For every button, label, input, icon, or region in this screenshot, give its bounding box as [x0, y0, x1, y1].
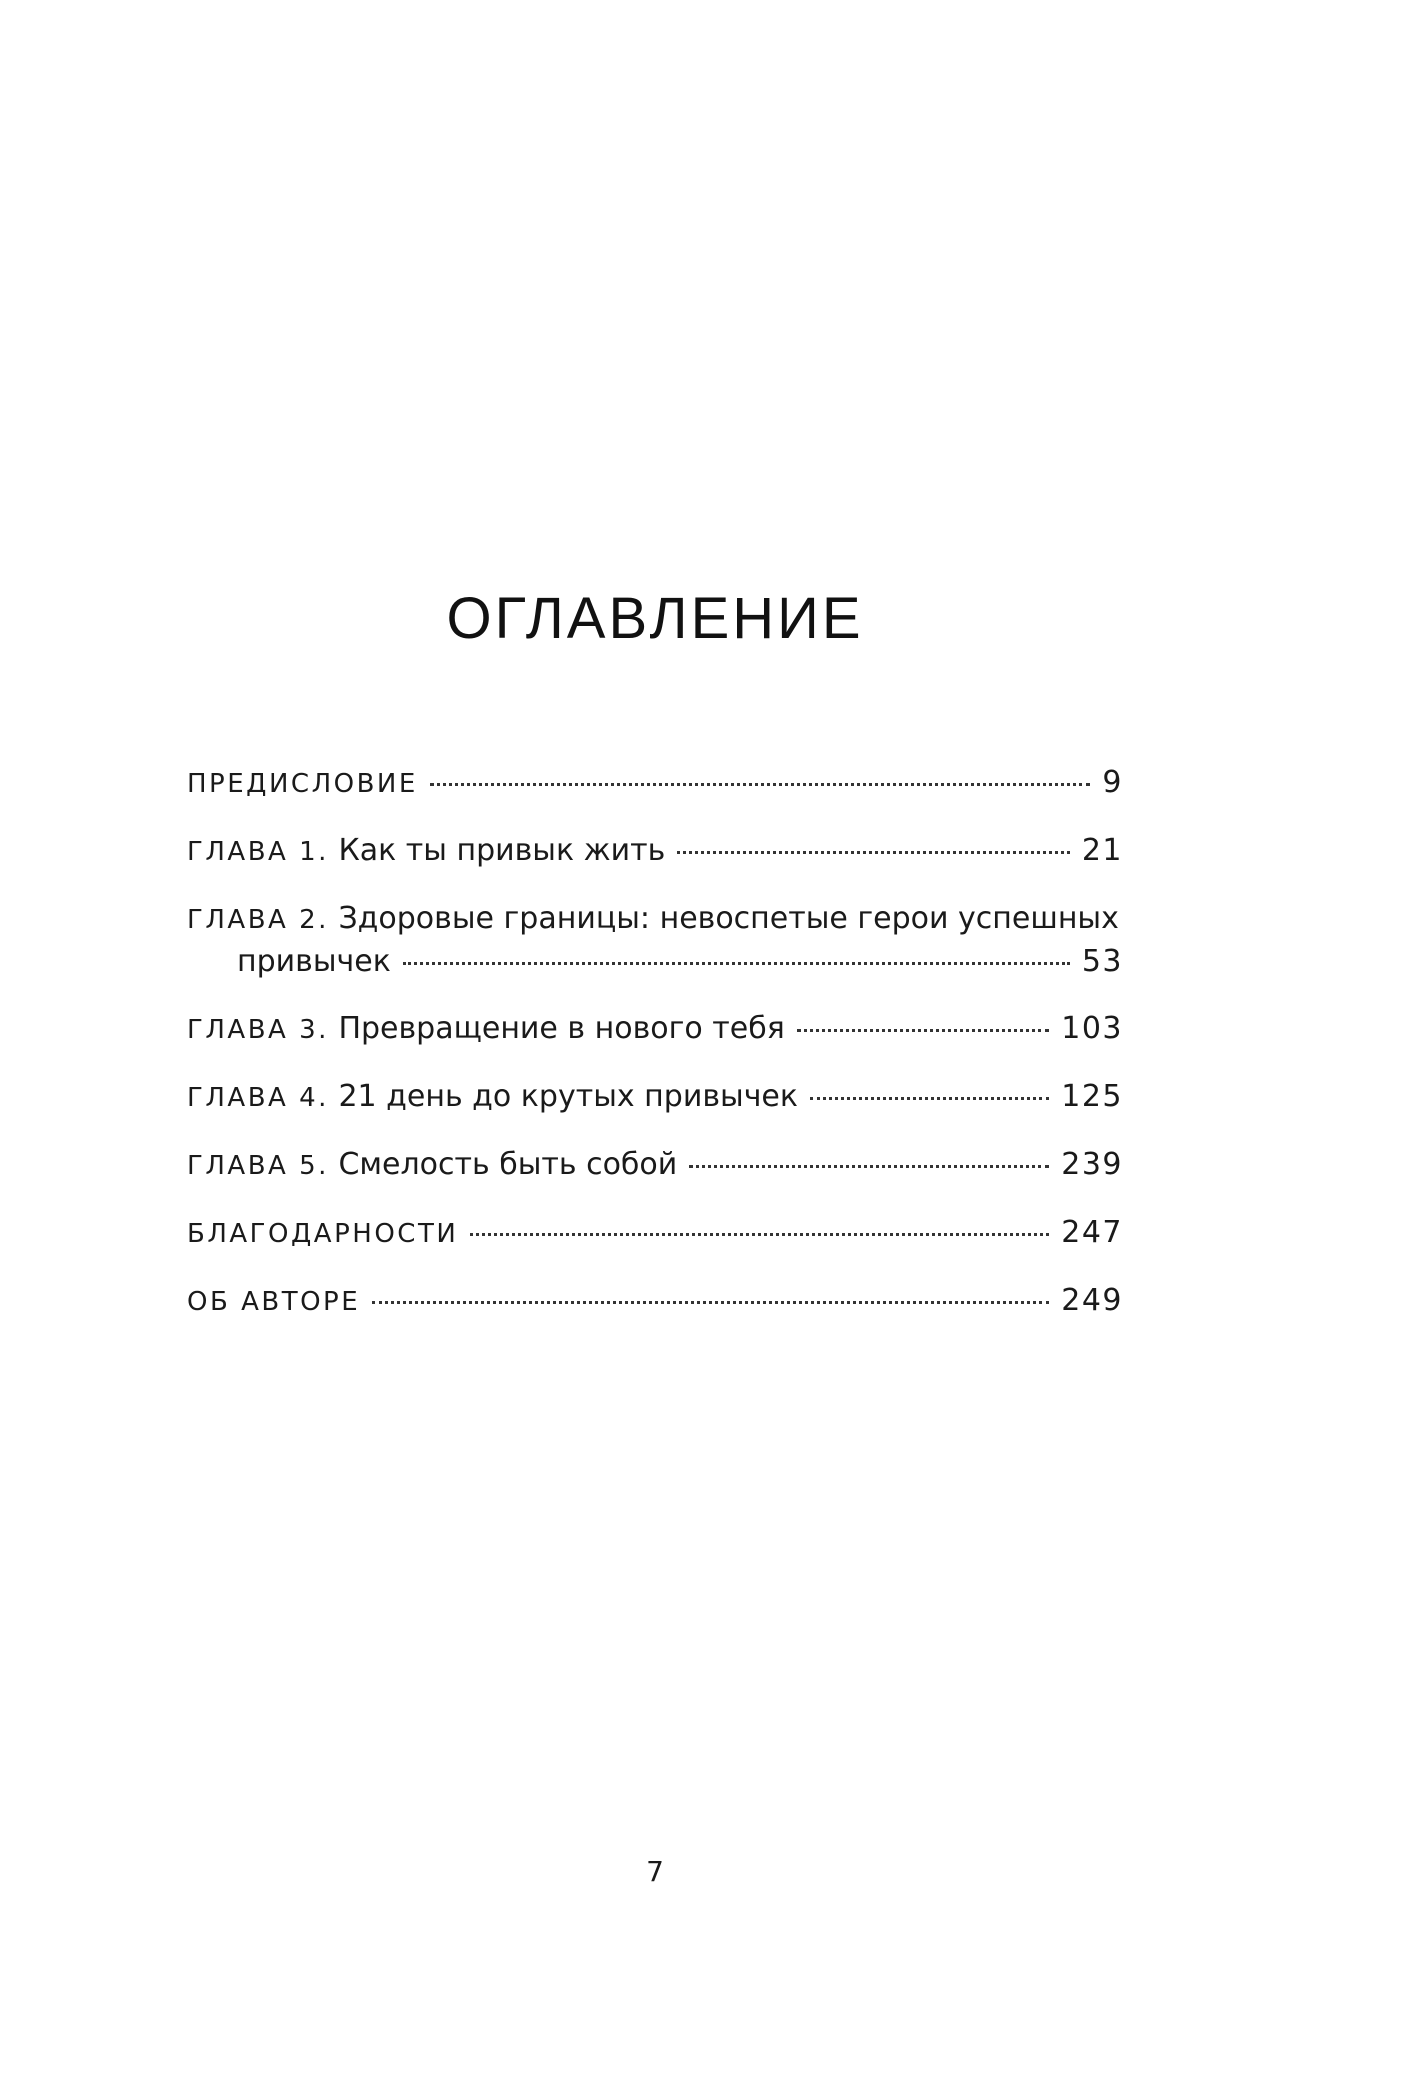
toc-entry-chapter-2[interactable] [187, 898, 1123, 983]
toc-entry-page: 9 [1102, 765, 1123, 800]
toc-entry-head: ГЛАВА 5. [187, 1151, 329, 1181]
page-title: ОГЛАВЛЕНИЕ [446, 586, 864, 651]
dot-leader [372, 1301, 1049, 1304]
dot-leader [797, 1029, 1049, 1032]
toc-entry-head: ПРЕДИСЛОВИЕ [187, 769, 418, 799]
toc-entry-acknowledgements[interactable] [187, 1212, 1123, 1255]
toc-entry-head: ГЛАВА 3. [187, 1015, 329, 1045]
dot-leader [689, 1165, 1049, 1168]
toc-entry-title: Как ты привык жить [338, 833, 666, 868]
toc-entry-title: Здоровые границы: невоспетые герои успешных [338, 901, 1119, 936]
toc-entry-page: 53 [1081, 944, 1123, 979]
toc-entry-head: ГЛАВА 2. [187, 905, 329, 935]
toc-entry-head: ГЛАВА 1. [187, 837, 329, 867]
dot-leader [677, 851, 1069, 854]
toc-entry-page: 21 [1081, 833, 1123, 868]
toc-entry-page: 247 [1061, 1215, 1123, 1250]
toc-entry-preface[interactable] [187, 762, 1123, 805]
toc-entry-chapter-5[interactable] [187, 1144, 1123, 1187]
toc-entry-page: 103 [1061, 1011, 1123, 1046]
toc-entry-head: БЛАГОДАРНОСТИ [187, 1219, 459, 1249]
toc-entry-title-continuation: привычек [237, 944, 391, 979]
toc-entry-page: 239 [1061, 1147, 1123, 1182]
toc-entry-chapter-4[interactable] [187, 1076, 1123, 1119]
toc-entry-title: Превращение в нового тебя [338, 1011, 785, 1046]
toc-entry-title: 21 день до крутых привычек [338, 1079, 799, 1114]
toc-entry-about-author[interactable] [187, 1280, 1123, 1323]
toc-entry-chapter-3[interactable] [187, 1008, 1123, 1051]
dot-leader [810, 1097, 1049, 1100]
dot-leader [403, 962, 1070, 965]
toc-entry-page: 125 [1061, 1079, 1123, 1114]
toc-entry-chapter-1[interactable] [187, 830, 1123, 873]
table-of-contents [187, 762, 1123, 1323]
toc-entry-title: Смелость быть собой [338, 1147, 678, 1182]
dot-leader [430, 783, 1091, 786]
page-number: 7 [646, 1855, 664, 1888]
toc-entry-page: 249 [1061, 1283, 1123, 1318]
toc-entry-head: ГЛАВА 4. [187, 1083, 329, 1113]
toc-entry-head: ОБ АВТОРЕ [187, 1287, 361, 1317]
dot-leader [470, 1233, 1049, 1236]
